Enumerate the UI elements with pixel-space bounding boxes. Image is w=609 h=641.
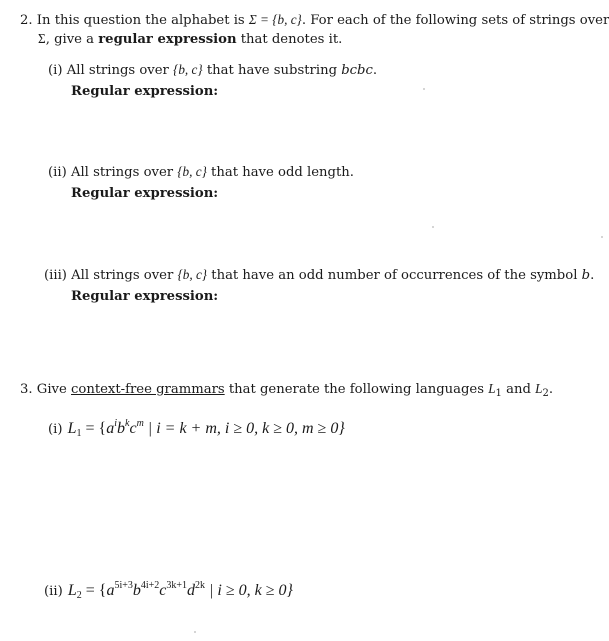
q3-L2-sub: 2 <box>542 388 549 399</box>
q3-part-ii-c-exp: 3k+1 <box>166 580 188 591</box>
q3-intro-b: that generate the following languages <box>224 382 489 397</box>
q3-part-i <box>48 418 345 439</box>
q2-part-i-text-b: that have substring <box>202 63 342 78</box>
q3-part-ii <box>44 580 293 601</box>
q3-part-ii-b: b <box>132 582 141 599</box>
q2-part-ii <box>48 164 354 181</box>
q3-part-i-lhs: L <box>67 420 77 437</box>
q2-part-iii-period: . <box>590 268 595 283</box>
q3-part-i-label: (i) <box>48 422 63 437</box>
scan-speck <box>194 631 196 633</box>
q2-sigma: Σ <box>38 31 46 46</box>
scan-speck <box>432 226 434 228</box>
q3-part-ii-eq: = { <box>81 582 107 599</box>
q2-line2-a: , give a <box>45 32 99 47</box>
q3-part-i-lhs-sub: 1 <box>76 428 82 439</box>
q2-part-ii-answer-label: Regular expression: <box>71 186 219 201</box>
q3-part-ii-a: a <box>106 582 115 599</box>
q3-intro <box>20 381 553 398</box>
q3-part-i-eq: = { <box>81 420 107 437</box>
q3-part-i-a: a <box>106 420 115 437</box>
q2-number: 2. <box>20 13 33 28</box>
q2-part-ii-set: {b, c} <box>177 164 207 179</box>
q2-part-iii-text-b: that have an odd number of occurrences of the symbol <box>207 268 582 283</box>
q3-intro-and: and <box>501 382 536 397</box>
q2-alphabet-set: Σ = {b, c} <box>248 12 302 27</box>
q3-L2: L <box>535 381 543 396</box>
q3-part-i-b: b <box>117 420 125 437</box>
q3-L1-sub: 1 <box>495 388 502 399</box>
q3-part-ii-c: c <box>159 582 167 599</box>
q3-part-i-b-exp: k <box>125 418 130 429</box>
q3-part-ii-label: (ii) <box>44 584 63 599</box>
q2-line2 <box>38 31 342 48</box>
q2-part-i-answer-label: Regular expression: <box>71 84 219 99</box>
q2-part-i-text: All strings over <box>66 63 174 78</box>
q2-part-ii-text: All strings over <box>70 165 178 180</box>
q2-part-ii-text-b: that have odd length. <box>206 165 354 180</box>
q3-intro-a: Give <box>36 382 71 397</box>
q3-part-i-c-exp: m <box>136 418 144 429</box>
q2-part-iii-symbol: b <box>581 268 591 283</box>
q2-regex-term: regular expression <box>98 32 237 47</box>
q3-L1: L <box>488 381 496 396</box>
q3-part-i-c: c <box>129 420 137 437</box>
q3-intro-end: . <box>548 382 554 397</box>
q3-cfg-term: context-free grammars <box>71 382 225 397</box>
q2-intro-text: In this question the alphabet is <box>36 13 249 28</box>
q3-part-ii-d-exp: 2k <box>195 580 206 591</box>
q2-part-iii-set: {b, c} <box>177 267 208 282</box>
q2-part-iii-answer-label: Regular expression: <box>71 289 219 304</box>
q3-part-i-conditions: | i = k + m, i ≥ 0, k ≥ 0, m ≥ 0} <box>143 420 345 437</box>
q2-line1 <box>20 12 609 29</box>
q2-part-i <box>48 62 377 79</box>
q3-part-ii-b-exp: 4i+2 <box>140 580 160 591</box>
q3-part-ii-d: d <box>187 582 196 599</box>
q2-line2-b: that denotes it. <box>236 32 343 47</box>
q2-part-iii-label: (iii) <box>44 268 67 283</box>
q3-part-ii-lhs-sub: 2 <box>76 590 82 601</box>
scan-speck <box>423 88 425 90</box>
q2-part-i-period: . <box>372 63 378 78</box>
q3-number: 3. <box>20 382 33 397</box>
q3-part-ii-a-exp: 5i+3 <box>114 580 133 591</box>
q2-intro-text-end: . For each of the following sets of strings over <box>301 13 609 28</box>
q2-part-i-label: (i) <box>48 63 63 78</box>
q2-part-i-set: {b, c} <box>173 62 203 77</box>
q2-part-iii-text: All strings over <box>71 268 178 283</box>
q2-part-iii <box>44 267 594 284</box>
q2-part-i-substring: bcbc <box>341 63 373 78</box>
q3-part-ii-conditions: | i ≥ 0, k ≥ 0} <box>205 582 293 599</box>
q3-part-i-a-exp: i <box>114 418 117 429</box>
scan-speck <box>601 236 603 238</box>
q2-part-ii-label: (ii) <box>48 165 67 180</box>
q3-part-ii-lhs: L <box>67 582 77 599</box>
